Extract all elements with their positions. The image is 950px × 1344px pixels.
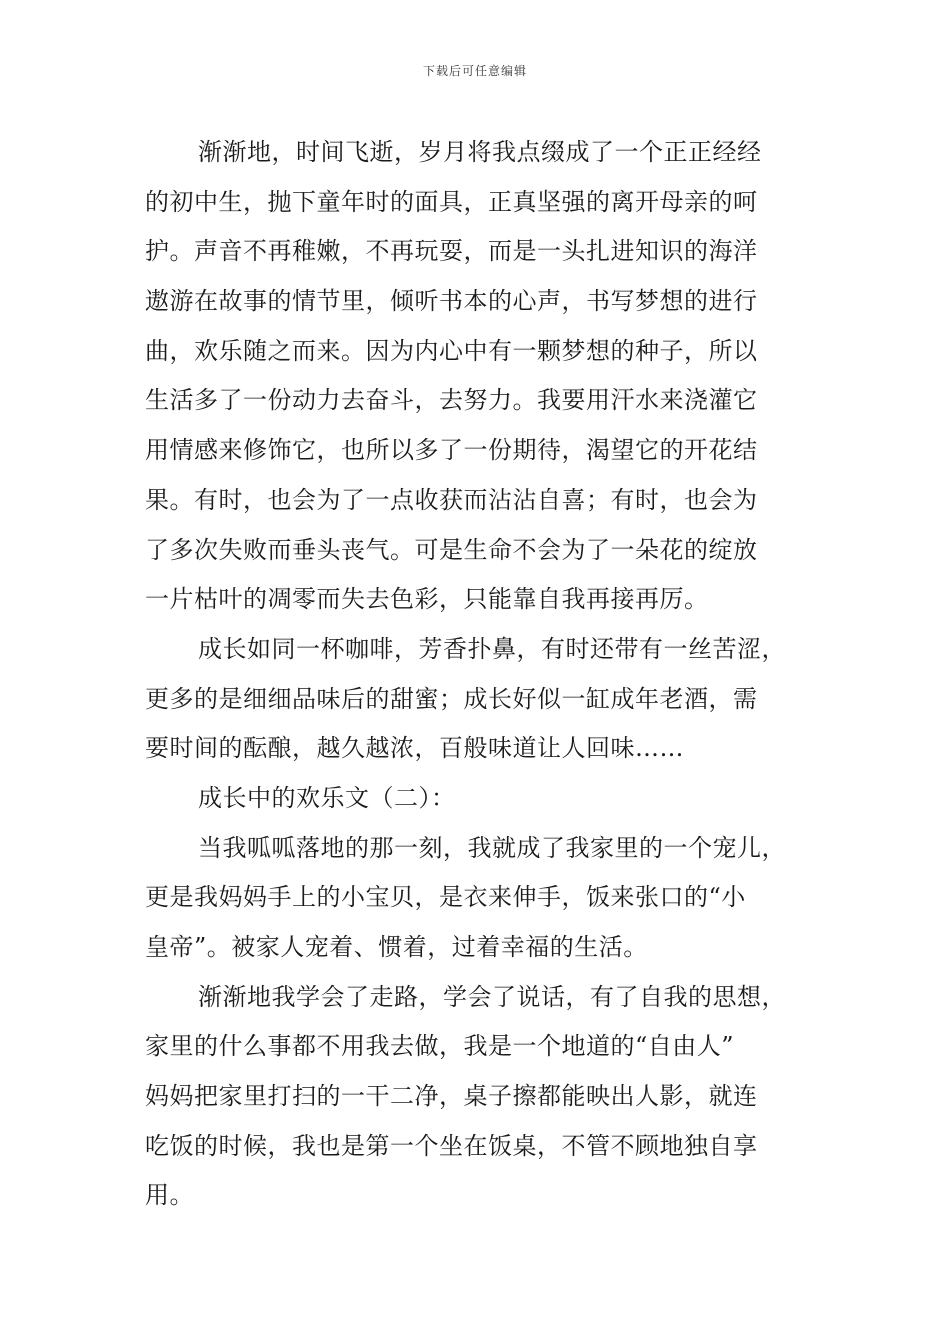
text-line: 家里的什么事都不用我去做，我是一个地道的“自由人” bbox=[145, 1032, 735, 1061]
text-line: 护。声音不再稚嫩，不再玩耍，而是一头扎进知识的海洋 bbox=[145, 237, 758, 266]
text-line: 要时间的酝酿，越久越浓，百般味道让人回味…… bbox=[145, 734, 684, 763]
text-line: 一片枯叶的凋零而失去色彩，只能靠自我再接再厉。 bbox=[145, 585, 709, 614]
text-line: 皇帝”。被家人宠着、惯着，过着幸福的生活。 bbox=[145, 933, 648, 961]
text-line: 的初中生，抛下童年时的面具，正真坚强的离开母亲的呵 bbox=[145, 187, 758, 216]
text-line: 更是我妈妈手上的小宝贝，是衣来伸手，饭来张口的“小 bbox=[145, 883, 746, 912]
text-line: 成长如同一杯咖啡，芳香扑鼻，有时还带有一丝苦涩， bbox=[198, 634, 786, 663]
text-line: 当我呱呱落地的那一刻，我就成了我家里的一个宠儿， bbox=[198, 833, 786, 862]
text-line: 渐渐地我学会了走路，学会了说话，有了自我的思想， bbox=[198, 982, 786, 1011]
text-line: 曲，欢乐随之而来。因为内心中有一颗梦想的种子，所以 bbox=[145, 336, 758, 365]
text-line: 渐渐地，时间飞逝，岁月将我点缀成了一个正正经经 bbox=[198, 138, 762, 166]
text-line: 遨游在故事的情节里，倾听书本的心声，书写梦想的进行 bbox=[145, 287, 758, 316]
text-line: 用。 bbox=[145, 1181, 194, 1210]
text-line: 更多的是细细品味后的甜蜜；成长好似一缸成年老酒，需 bbox=[145, 684, 758, 713]
text-line: 吃饭的时候，我也是第一个坐在饭桌，不管不顾地独自享 bbox=[145, 1131, 758, 1160]
text-line: 生活多了一份动力去奋斗，去努力。我要用汗水来浇灌它 bbox=[145, 386, 758, 415]
text-line: 用情感来修饰它，也所以多了一份期待，渴望它的开花结 bbox=[145, 436, 758, 465]
text-line: 了多次失败而垂头丧气。可是生命不会为了一朵花的绽放 bbox=[145, 535, 758, 564]
section-heading: 成长中的欢乐文（二）： bbox=[198, 783, 456, 812]
document-body bbox=[145, 128, 835, 1221]
text-line: 妈妈把家里打扫的一干二净，桌子擦都能映出人影，就连 bbox=[145, 1082, 758, 1111]
page-header: 下载后可任意编辑 bbox=[422, 64, 527, 78]
text-line: 果。有时，也会为了一点收获而沾沾自喜；有时，也会为 bbox=[145, 485, 758, 514]
